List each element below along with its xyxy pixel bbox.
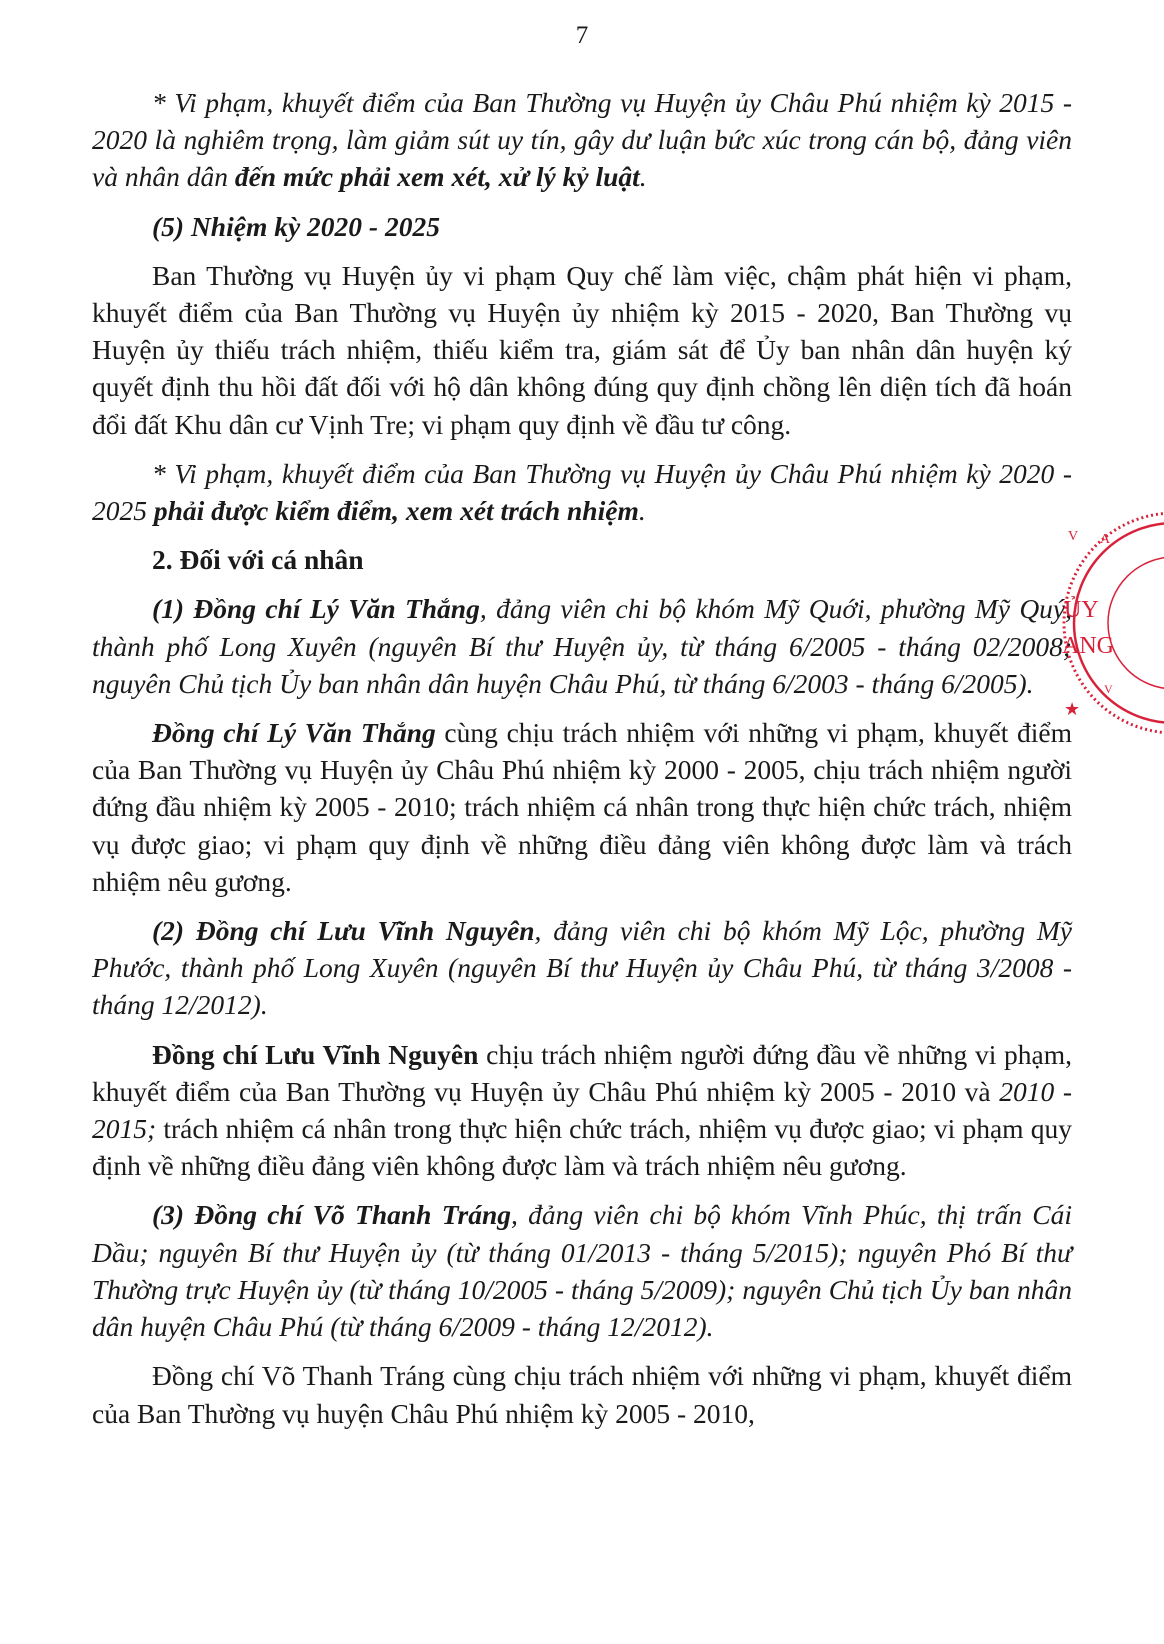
heading-individuals: 2. Đối với cá nhân [152, 544, 364, 576]
page-number: 7 [575, 22, 589, 49]
text-bold-italic: đến mức phải xem xét, xử lý kỷ luật [234, 161, 640, 193]
text-italic: , đảng viên chi bộ khóm Vĩnh Phúc, thị trấn Cái Dầu; nguyên Bí thư Huyện ủy (từ tháng 01/2013 - tháng 5/2015); nguyên Phó Bí thư Thường trực Huyện ủy (từ tháng 10/2005 - tháng 5/2009); nguyên Chủ tịch Ủy ban nhân dân huyện Châu Phú (từ tháng 6/2009 - tháng 12/2012). [92, 1199, 1072, 1343]
person-name: (2) Đồng chí Lưu Vĩnh Nguyên [152, 915, 535, 947]
paragraph-vo-thanh-trang-intro [92, 1196, 1072, 1345]
person-name: Đồng chí Lưu Vĩnh Nguyên [152, 1038, 479, 1070]
paragraph-ly-van-thang-intro [92, 590, 1072, 702]
svg-text:V: V [1104, 682, 1113, 696]
paragraph-ly-van-thang-responsibility: Đồng chí Lý Văn Thắng cùng chịu trách nhiệm với những vi phạm, khuyết điểm của Ban Thường vụ Huyện ủy Châu Phú nhiệm kỳ 2000 - 2005, chịu trách nhiệm người đứng đầu nhiệm kỳ 2005 - 2010; trách nhiệm cá nhân trong thực hiện chức trách, nhiệm vụ được giao; vi phạm quy định về những điều đảng viên không được làm và trách nhiệm nêu gương. [92, 717, 1073, 897]
person-name: (3) Đồng chí Võ Thanh Tráng [152, 1199, 512, 1231]
svg-text:V: V [1068, 529, 1079, 544]
paragraph-2020-conclusion: * Vi phạm, khuyết điểm của Ban Thường vụ Huyện ủy Châu Phú nhiệm kỳ 2020 - 2025 phải được kiểm điểm, xem xét trách nhiệm. [92, 457, 1072, 527]
text-italic: * Vi phạm, khuyết điểm của Ban Thường vụ Huyện ủy Châu Phú nhiệm kỳ 2015 - 2020 là nghiêm trọng, làm giảm sút uy tín, gây dư luận bức xúc trong cán bộ, đảng viên và nhân dân [92, 87, 1072, 193]
paragraph-vo-thanh-trang-responsibility: Đồng chí Võ Thanh Tráng cùng chịu trách nhiệm với những vi phạm, khuyết điểm của Ban Thường vụ huyện Châu Phú nhiệm kỳ 2005 - 2010, [92, 1360, 1072, 1429]
document-body [92, 84, 1072, 1444]
person-name: (1) Đồng chí Lý Văn Thắng [152, 593, 480, 625]
text-italic: , đảng viên chi bộ khóm Mỹ Lộc, phường Mỹ Phước, thành phố Long Xuyên (nguyên Bí thư Huyện ủy Châu Phú, từ tháng 3/2008 - tháng 12/2012). [92, 915, 1072, 1021]
paragraph-luu-vinh-nguyen-responsibility: Đồng chí Lưu Vĩnh Nguyên chịu trách nhiệm người đứng đầu về những vi phạm, khuyết điểm của Ban Thường vụ Huyện ủy Châu Phú nhiệm kỳ 2005 - 2010 và 2010 - 2015; trách nhiệm cá nhân trong thực hiện chức trách, nhiệm vụ được giao; vi phạm quy định về những điều đảng viên không được làm và trách nhiệm nêu gương. [92, 1038, 1072, 1182]
person-name: Đồng chí Lý Văn Thắng [152, 717, 436, 749]
seal-text-line2: ANG [1062, 633, 1114, 659]
text-italic: . [639, 161, 647, 193]
text-bold-italic: phải được kiểm điểm, xem xét trách nhiệm [153, 495, 639, 527]
red-seal-stamp [1054, 505, 1164, 740]
paragraph-luu-vinh-nguyen-intro [92, 912, 1072, 1024]
seal-text-line1: ỦY [1064, 597, 1099, 623]
svg-text:A: A [1100, 532, 1111, 547]
svg-text:★: ★ [1064, 699, 1081, 720]
text-italic: * Vi phạm, khuyết điểm của Ban Thường vụ Huyện ủy Châu Phú nhiệm kỳ 2020 - 2025 [92, 457, 1072, 527]
heading-term-2020-2025: (5) Nhiệm kỳ 2020 - 2025 [152, 210, 440, 242]
paragraph-2020-violations: Ban Thường vụ Huyện ủy vi phạm Quy chế làm việc, chậm phát hiện vi phạm, khuyết điểm của Ban Thường vụ Huyện ủy nhiệm kỳ 2015 - 2020, Ban Thường vụ Huyện ủy thiếu trách nhiệm, thiếu kiểm tra, giám sát để Ủy ban nhân dân huyện ký quyết định thu hồi đất đối với hộ dân không đúng quy định chồng lên diện tích đã hoán đổi đất Khu dân cư Vịnh Tre; vi phạm quy định về đầu tư công. [92, 259, 1072, 440]
text-italic: , đảng viên chi bộ khóm Mỹ Quới, phường Mỹ Quý, thành phố Long Xuyên (nguyên Bí thư Huyện ủy, từ tháng 6/2005 - tháng 02/2008; nguyên Chủ tịch Ủy ban nhân dân huyện Châu Phú, từ tháng 6/2003 - tháng 6/2005). [92, 593, 1073, 699]
paragraph-2015-conclusion [92, 84, 1072, 196]
